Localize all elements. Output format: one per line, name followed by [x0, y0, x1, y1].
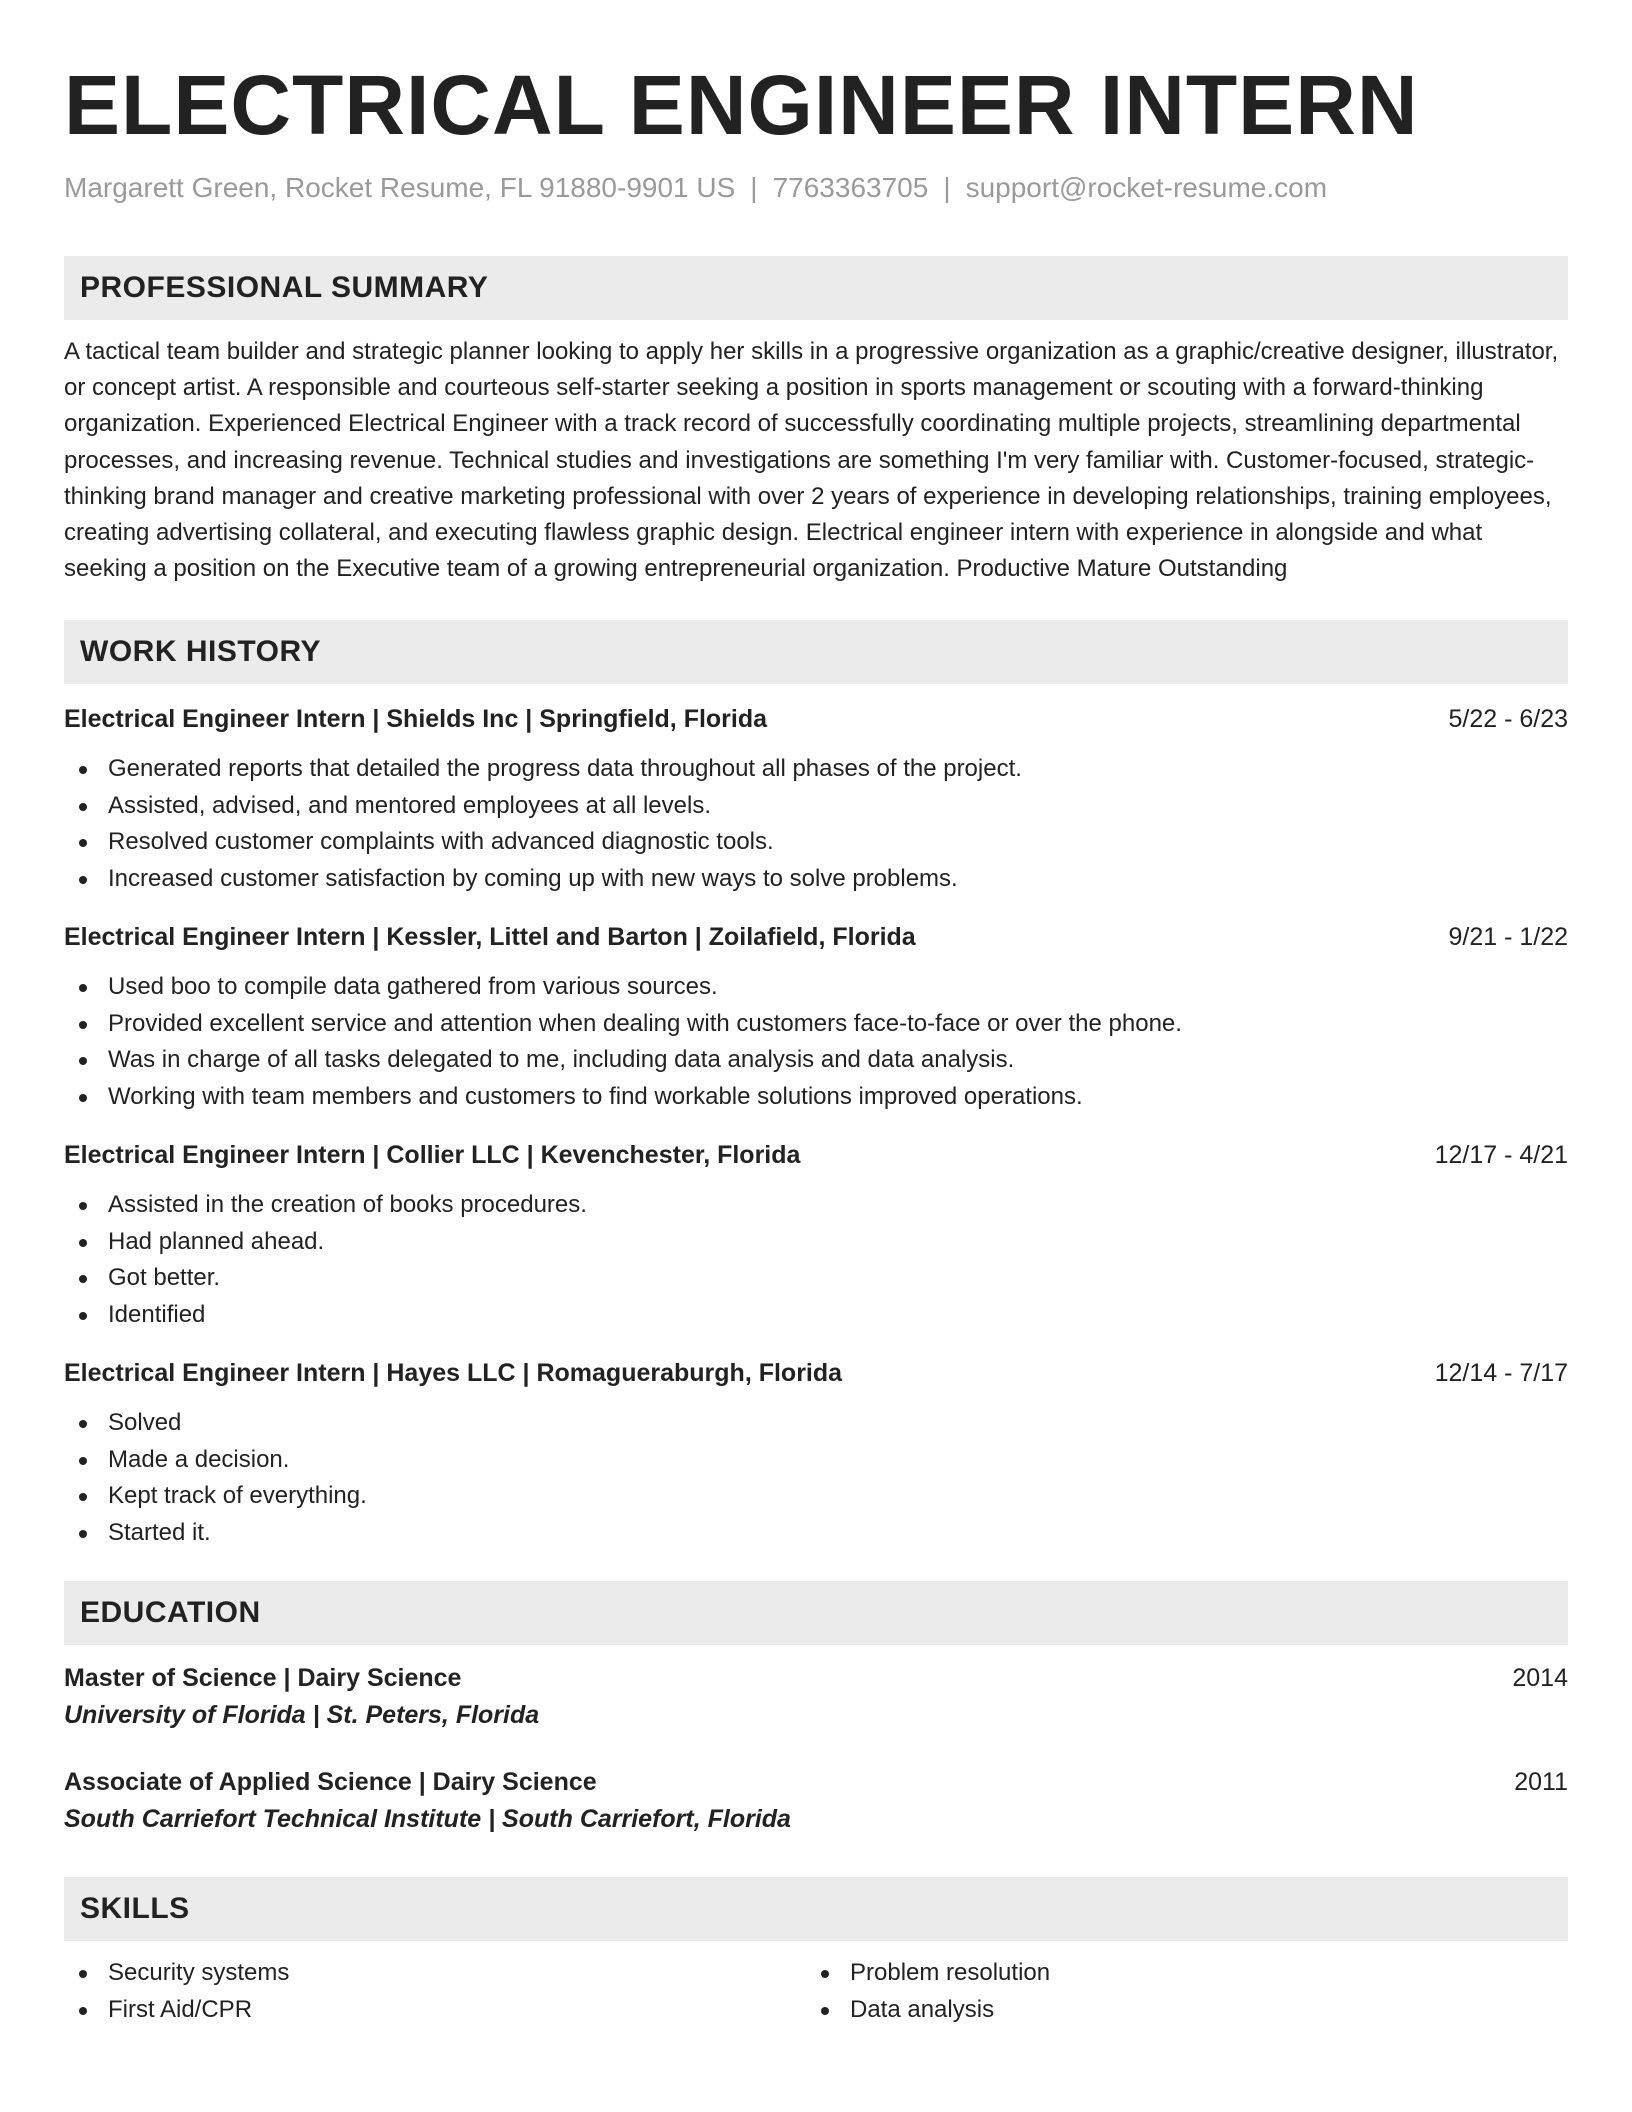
contact-address: Margarett Green, Rocket Resume, FL 91880-9901 US — [64, 172, 736, 203]
job-title: Electrical Engineer Intern | Hayes LLC | Romagueraburgh, Florida — [64, 1359, 843, 1388]
job-bullets — [64, 751, 1568, 897]
job-bullet: Working with team members and customers to find workable solutions improved operations. — [64, 1079, 1568, 1116]
job-dates: 9/21 - 1/22 — [1448, 923, 1568, 952]
job-bullet: Got better. — [64, 1260, 1568, 1297]
skills-list — [806, 1955, 1548, 2028]
contact-phone: 7763363705 — [772, 172, 929, 203]
job-header — [64, 702, 1568, 736]
job-entry — [64, 1138, 1568, 1333]
degree-title: Associate of Applied Science | Dairy Science — [64, 1768, 597, 1797]
skills-column-right — [806, 1955, 1548, 2028]
school-name: University of Florida | St. Peters, Florida — [64, 1701, 540, 1730]
job-header — [64, 1356, 1568, 1390]
degree-title: Master of Science | Dairy Science — [64, 1664, 462, 1693]
skill-item: Data analysis — [806, 1992, 1548, 2029]
job-bullet: Assisted, advised, and mentored employees at all levels. — [64, 788, 1568, 825]
job-bullet: Started it. — [64, 1515, 1568, 1552]
contact-line — [64, 168, 1568, 208]
skill-item: First Aid/CPR — [64, 1992, 806, 2029]
job-title: Electrical Engineer Intern | Shields Inc | Springfield, Florida — [64, 705, 768, 734]
job-title: Electrical Engineer Intern | Kessler, Littel and Barton | Zoilafield, Florida — [64, 923, 916, 952]
skills-section-header: SKILLS — [64, 1877, 1568, 1941]
job-entry — [64, 920, 1568, 1115]
contact-email: support@rocket-resume.com — [965, 172, 1328, 203]
job-bullet: Kept track of everything. — [64, 1478, 1568, 1515]
job-header — [64, 1138, 1568, 1172]
job-bullet: Solved — [64, 1405, 1568, 1442]
job-bullet: Was in charge of all tasks delegated to me, including data analysis and data analysis. — [64, 1042, 1568, 1079]
job-dates: 12/14 - 7/17 — [1434, 1359, 1568, 1388]
contact-separator: | — [750, 172, 758, 203]
job-dates: 5/22 - 6/23 — [1448, 705, 1568, 734]
job-bullet: Used boo to compile data gathered from various sources. — [64, 969, 1568, 1006]
contact-separator: | — [943, 172, 951, 203]
education-entry — [64, 1765, 1568, 1837]
skills-column-left — [64, 1955, 806, 2028]
education-header — [64, 1661, 1568, 1695]
education-year: 2014 — [1512, 1664, 1568, 1693]
skills-grid — [64, 1955, 1568, 2028]
school-name: South Carriefort Technical Institute | South Carriefort, Florida — [64, 1805, 791, 1834]
skill-item: Security systems — [64, 1955, 806, 1992]
skill-item: Problem resolution — [806, 1955, 1548, 1992]
education-header — [64, 1765, 1568, 1799]
job-entry — [64, 702, 1568, 897]
job-bullet: Identified — [64, 1297, 1568, 1334]
education-year: 2011 — [1514, 1768, 1568, 1797]
education-section-header: EDUCATION — [64, 1581, 1568, 1645]
job-bullets — [64, 969, 1568, 1115]
job-bullets — [64, 1187, 1568, 1333]
job-bullets — [64, 1405, 1568, 1551]
job-bullet: Assisted in the creation of books procedures. — [64, 1187, 1568, 1224]
job-bullet: Resolved customer complaints with advanced diagnostic tools. — [64, 824, 1568, 861]
job-bullet: Increased customer satisfaction by coming up with new ways to solve problems. — [64, 861, 1568, 898]
job-bullet: Had planned ahead. — [64, 1224, 1568, 1261]
summary-text: A tactical team builder and strategic planner looking to apply her skills in a progressive organization as a graphic/creative designer, illustrator, or concept artist. A responsible and courteous self-starter seeking a position in sports management or scouting with a forward-thinking organization. Experienced Electrical Engineer with a track record of successfully coordinating multiple projects, streamlining departmental processes, and increasing revenue. Technical studies and investigations are something I'm very familiar with. Customer-focused, strategic-thinking brand manager and creative marketing professional with over 2 years of experience in developing relationships, training employees, creating advertising collateral, and executing flawless graphic design. Electrical engineer intern with experience in alongside and what seeking a position on the Executive team of a growing entrepreneurial organization. Productive Mature Outstanding — [64, 338, 1559, 583]
job-title: Electrical Engineer Intern | Collier LLC | Kevenchester, Florida — [64, 1141, 801, 1170]
job-bullet: Provided excellent service and attention when dealing with customers face-to-face or over the phone. — [64, 1006, 1568, 1043]
job-bullet: Generated reports that detailed the progress data throughout all phases of the project. — [64, 751, 1568, 788]
resume-title: ELECTRICAL ENGINEER INTERN — [64, 58, 1419, 152]
education-entry — [64, 1661, 1568, 1733]
summary-section-header: PROFESSIONAL SUMMARY — [64, 256, 1568, 320]
work-history-section-header: WORK HISTORY — [64, 620, 1568, 684]
job-bullet: Made a decision. — [64, 1442, 1568, 1479]
job-dates: 12/17 - 4/21 — [1434, 1141, 1568, 1170]
skills-list — [64, 1955, 806, 2028]
job-header — [64, 920, 1568, 954]
job-entry — [64, 1356, 1568, 1551]
